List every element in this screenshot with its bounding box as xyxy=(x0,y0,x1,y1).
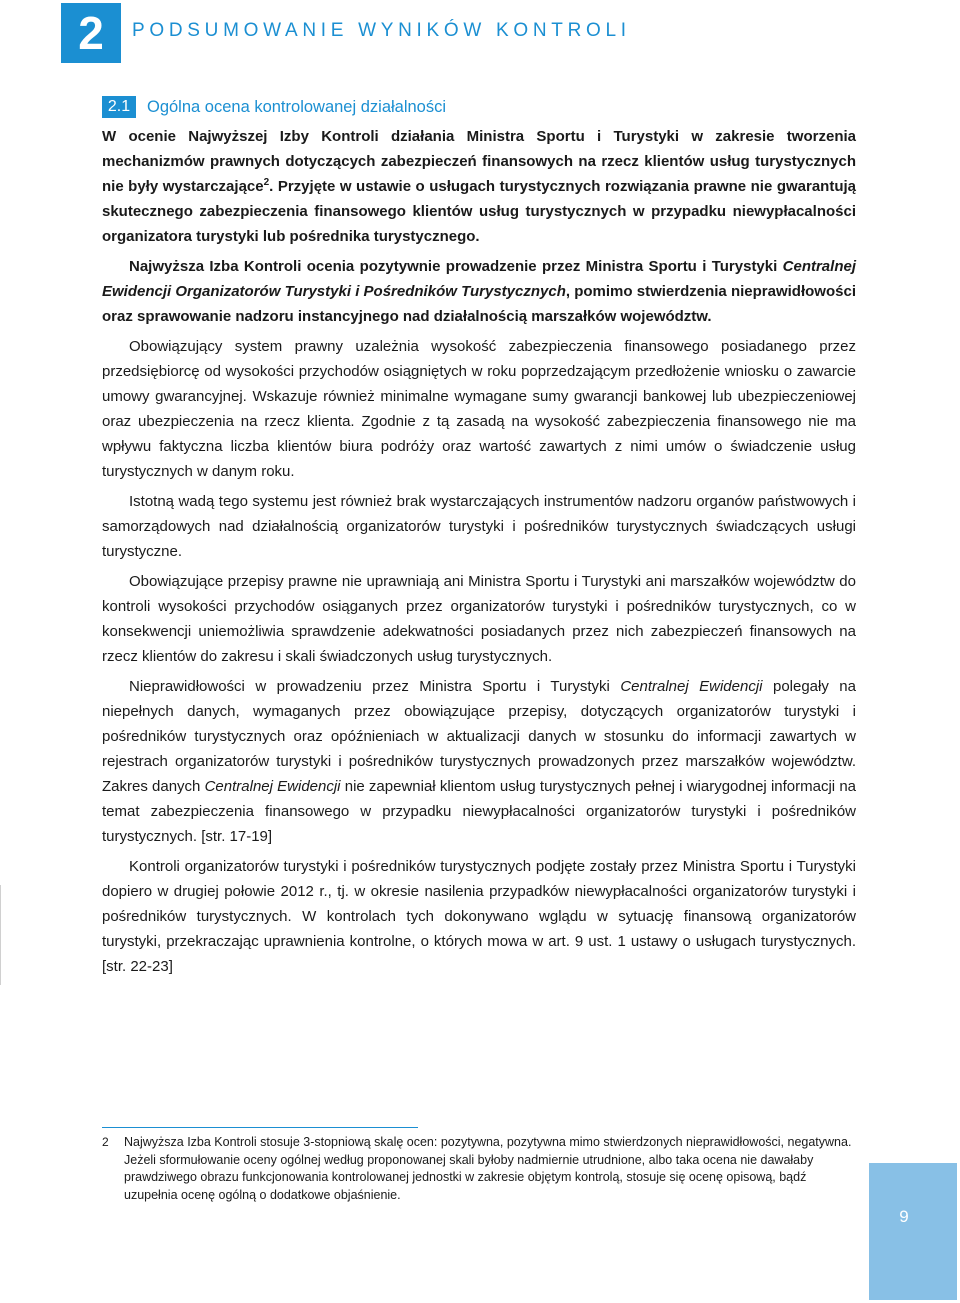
paragraph-5: Obowiązujące przepisy prawne nie uprawniają ani Ministra Sportu i Turystyki ani marszałków województw do kontroli wysokości przychodów osiąganych przez organizatorów turystyki i pośredników turystycznych, co w konsekwencji uniemożliwia sprawdzenie adekwatności posiadanych przez nich zabezpieczeń finansowych na rzecz klientów do zakresu i skali świadczonych usług turystycznych. xyxy=(102,573,856,665)
p1-text-a: W ocenie Najwyższej Izby Kontroli działania Ministra Sportu i Turystyki w zakresie tworzenia mechanizmów prawnych dotyczących zabezpieczeń finansowych na rzecz klientów usług turystycznych nie były wystarczające xyxy=(102,128,856,195)
footnote-divider xyxy=(102,1127,418,1128)
footnote-mark: 2 xyxy=(102,1135,109,1149)
footnote-text: Najwyższa Izba Kontroli stosuje 3-stopniową skalę ocen: pozytywna, pozytywna mimo stwierdzonych nieprawidłowości, negatywna. Jeżeli sformułowanie oceny ogólnej według proponowanej skali byłoby nadmiernie utrudnione, albo taka ocena nie dawałaby prawdziwego obrazu funkcjonowania kontrolowanej jednostki w zakresie objętym kontrolą, stosuje się ocenę opisową, bądź uzupełnia ocenę ogólną o dodatkowe objaśnienie. xyxy=(124,1135,852,1202)
p6-italic-1: Centralnej Ewidencji xyxy=(620,678,763,695)
paragraph-4: Istotną wadą tego systemu jest również brak wystarczających instrumentów nadzoru organów państwowych i samorządowych nad działalnością organizatorów turystyki i pośredników turystycznych świadczących usługi turystyczne. xyxy=(102,493,856,560)
paragraph-summary-2 xyxy=(102,254,856,329)
chapter-number-box: 2 xyxy=(61,3,121,63)
section-title: Ogólna ocena kontrolowanej działalności xyxy=(147,98,447,116)
page-number: 9 xyxy=(899,1207,909,1226)
p2-italic: Centralnej Ewidencji Organizatorów Turystyki i Pośredników Turystycznych xyxy=(102,258,856,300)
footnote-ref: 2 xyxy=(263,177,270,188)
p6-text-c: nie zapewniał klientom usług turystycznych pełnej i wiarygodnej informacji na temat zabezpieczenia finansowego w przypadku niewypłacalności organizatorów turystyki i pośredników turystycznych. [str. 17-19] xyxy=(102,778,856,845)
section-number: 2.1 xyxy=(102,96,136,118)
body-text xyxy=(102,124,856,984)
p2-text-b: , pomimo stwierdzenia nieprawidłowości oraz sprawowanie nadzoru instancyjnego nad działalnością marszałków województw. xyxy=(102,283,856,325)
page-number-box xyxy=(869,1163,957,1300)
p6-text-b: polegały na niepełnych danych, wymaganych przez obowiązujące przepisy, dotyczących organizatorów turystyki i pośredników turystycznych oraz opóźnieniach w aktualizacji danych w stosunku do informacji zawartych w rejestrach organizatorów turystyki i pośredników turystycznych prowadzonych przez marszałków województw. Zakres danych xyxy=(102,678,856,795)
margin-divider xyxy=(0,885,1,985)
p1-text-b: . Przyjęte w ustawie o usługach turystycznych rozwiązania prawne nie gwarantują skutecznego zabezpieczenia finansowego klientów usług turystycznych w przypadku niewypłacalności organizatora turystyki lub pośrednika turystycznego. xyxy=(102,178,857,245)
chapter-title: PODSUMOWANIE WYNIKÓW KONTROLI xyxy=(132,20,631,41)
paragraph-summary-1 xyxy=(102,124,856,249)
paragraph-3: Obowiązujący system prawny uzależnia wysokość zabezpieczenia finansowego posiadanego przez przedsiębiorcę od wysokości przychodów osiągniętych w roku poprzedzającym przedłożenie wniosku o zawarcie umowy gwarancyjnej. Wskazuje również minimalne wymagane sumy gwarancji bankowej lub ubezpieczeniowej oraz ubezpieczenia na rzecz klienta. Zgodnie z tą zasadą na wysokość zabezpieczenia finansowego nie ma wpływu faktyczna liczba klientów biura podróży oraz wartość zawartych z nimi umów o świadczenie usług turystycznych w danym roku. xyxy=(102,338,856,480)
footnote xyxy=(102,1134,856,1204)
paragraph-6 xyxy=(102,674,856,849)
p6-text-a: Nieprawidłowości w prowadzeniu przez Ministra Sportu i Turystyki xyxy=(129,678,621,695)
paragraph-7: Kontroli organizatorów turystyki i pośredników turystycznych podjęte zostały przez Ministra Sportu i Turystyki dopiero w drugiej połowie 2012 r., tj. w okresie nasilenia przypadków niewypłacalności organizatorów turystyki i pośredników turystycznych. W kontrolach tych dokonywano wglądu w sytuację finansową organizatorów turystyki, przekraczając uprawnienia kontrolne, o których mowa w art. 9 ust. 1 ustawy o usługach turystycznych. [str. 22-23] xyxy=(102,858,856,975)
p2-text-a: Najwyższa Izba Kontroli ocenia pozytywnie prowadzenie przez Ministra Sportu i Turystyki xyxy=(129,258,783,275)
p6-italic-2: Centralnej Ewidencji xyxy=(204,778,341,795)
